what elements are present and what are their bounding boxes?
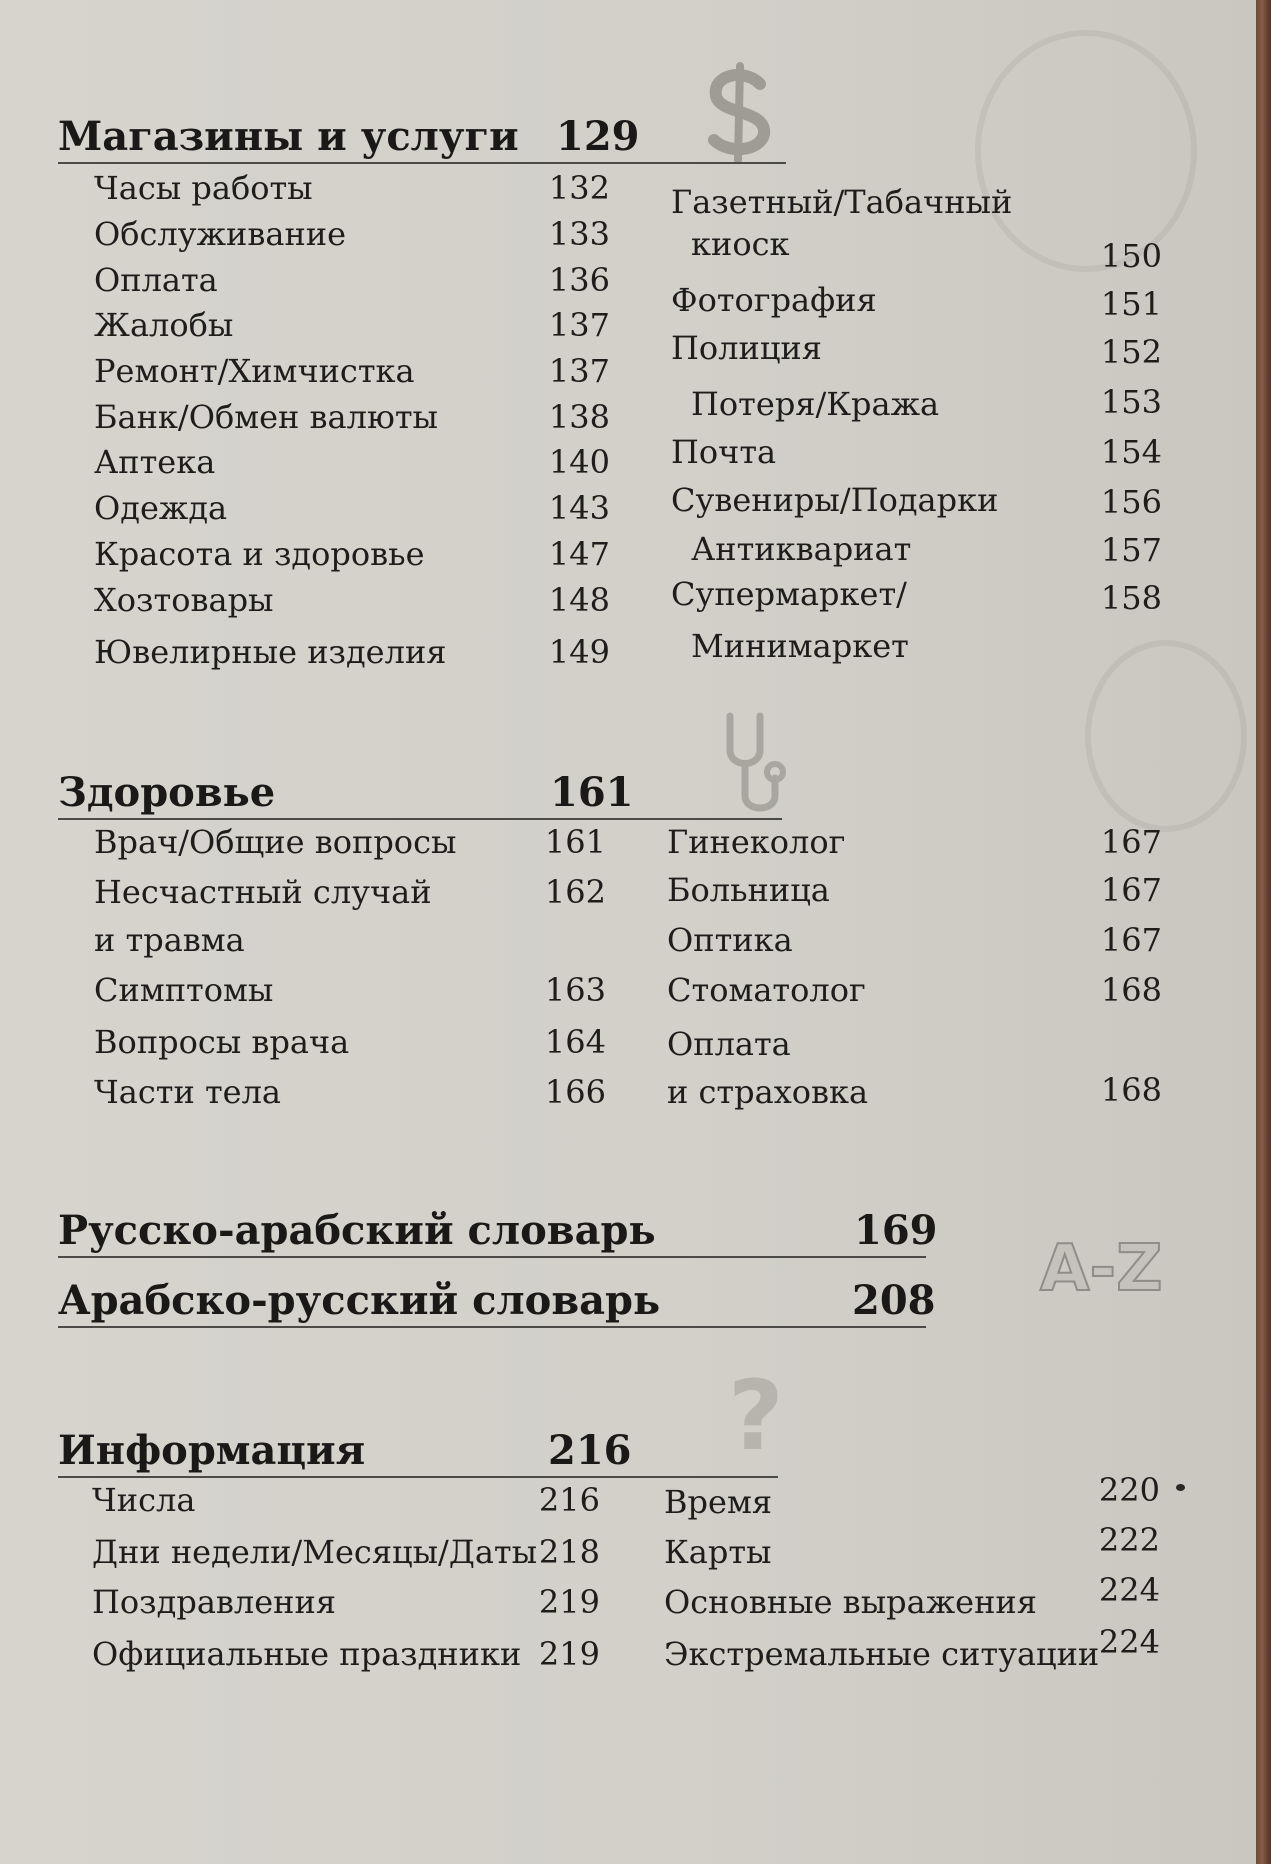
toc-entry-page-number: 222 <box>1098 1521 1160 1559</box>
toc-entry-page-number: 216 <box>538 1481 600 1519</box>
ink-speck <box>1176 1484 1185 1491</box>
toc-entry-label: Сувениры/Подарки <box>671 481 999 519</box>
toc-entry-page-number: 220 <box>1098 1471 1160 1509</box>
toc-entry-page-number: 138 <box>548 398 610 436</box>
toc-entry-page-number: 132 <box>548 169 610 207</box>
toc-entry-label: Оплата <box>667 1025 791 1063</box>
toc-entry-page-number: 224 <box>1098 1623 1160 1661</box>
toc-entry-label: Потеря/Кража <box>691 385 940 423</box>
section-title: Русско-арабский словарь <box>58 1207 656 1254</box>
toc-entry-page-number: 149 <box>548 633 610 671</box>
toc-entry-page-number: 154 <box>1100 433 1162 471</box>
toc-entry-label: Ремонт/Химчистка <box>94 352 415 390</box>
toc-entry-page-number: 140 <box>548 443 610 481</box>
section-title: Здоровье <box>58 769 276 816</box>
toc-entry-label-continued: и страховка <box>667 1073 869 1111</box>
toc-entry-page-number: 152 <box>1100 333 1162 371</box>
toc-entry-label: Симптомы <box>94 971 274 1009</box>
toc-entry-label: Антиквариат <box>691 530 912 568</box>
a-z-icon: A-Z <box>1040 1232 1163 1306</box>
toc-entry-page-number: 166 <box>544 1073 606 1111</box>
toc-entry-page-number: 219 <box>538 1635 600 1673</box>
toc-entry-label: Поздравления <box>92 1583 337 1621</box>
toc-entry-label: Красота и здоровье <box>94 535 425 573</box>
toc-entry-label: Основные выражения <box>664 1583 1037 1621</box>
toc-entry-label: Вопросы врача <box>94 1023 350 1061</box>
toc-entry-page-number: 161 <box>544 823 606 861</box>
section-page-number: 208 <box>852 1277 936 1324</box>
toc-entry-label: Банк/Обмен валюты <box>94 398 438 436</box>
toc-entry-label: Почта <box>671 433 777 471</box>
toc-entry-label: Стоматолог <box>667 971 866 1009</box>
toc-entry-label: Аптека <box>94 443 216 481</box>
section-header-health <box>58 768 782 820</box>
toc-entry-page-number: 137 <box>548 352 610 390</box>
toc-entry-label: Части тела <box>94 1073 281 1111</box>
toc-entry-label: Числа <box>92 1481 196 1519</box>
book-edge <box>1256 0 1271 1864</box>
question-mark-icon: ? <box>728 1360 784 1472</box>
toc-entry-label: Жалобы <box>94 306 234 344</box>
toc-entry-label: Газетный/Табачный <box>671 183 1013 221</box>
toc-entry-label: Гинеколог <box>667 823 846 861</box>
bleed-through-shape <box>1085 640 1247 832</box>
section-page-number: 216 <box>548 1427 632 1474</box>
section-header-info <box>58 1426 778 1478</box>
toc-entry-page-number: 150 <box>1100 237 1162 275</box>
toc-entry-page-number: 151 <box>1100 285 1162 323</box>
toc-entry-page-number: 167 <box>1100 921 1162 959</box>
toc-entry-label: Часы работы <box>94 169 313 207</box>
toc-entry-label: Карты <box>664 1533 772 1571</box>
toc-entry-page-number: 164 <box>544 1023 606 1061</box>
toc-entry-page-number: 167 <box>1100 871 1162 909</box>
toc-entry-label: Время <box>664 1483 773 1521</box>
toc-entry-page-number: 143 <box>548 489 610 527</box>
toc-entry-page-number: 219 <box>538 1583 600 1621</box>
toc-entry-label: Ювелирные изделия <box>94 633 447 671</box>
toc-entry-page-number: 163 <box>544 971 606 1009</box>
toc-entry-page-number: 153 <box>1100 383 1162 421</box>
toc-entry-label: Супермаркет/ <box>671 575 907 613</box>
toc-entry-page-number: 157 <box>1100 531 1162 569</box>
section-header-dict-ar-ru <box>58 1276 936 1328</box>
toc-entry-label: Оптика <box>667 921 793 959</box>
section-title: Арабско-русский словарь <box>58 1277 661 1324</box>
toc-entry-page-number: 168 <box>1100 971 1162 1009</box>
section-page-number: 161 <box>550 769 634 816</box>
toc-entry-label: Экстремальные ситуации <box>664 1635 1100 1673</box>
toc-entry-label: Несчастный случай <box>94 873 432 911</box>
toc-entry-page-number: 162 <box>544 873 606 911</box>
section-header-shops <box>58 112 786 164</box>
toc-entry-label-continued: и травма <box>94 921 245 959</box>
toc-entry-label: Хозтовары <box>94 581 274 619</box>
section-header-dict-ru-ar <box>58 1206 938 1258</box>
toc-entry-label: Фотография <box>671 281 877 319</box>
toc-entry-label-continued: Минимаркет <box>691 627 909 665</box>
toc-entry-label: Официальные праздники <box>92 1635 522 1673</box>
toc-entry-label: Полиция <box>671 329 822 367</box>
toc-entry-label: Дни недели/Месяцы/Даты <box>92 1533 538 1571</box>
toc-entry-label: Врач/Общие вопросы <box>94 823 457 861</box>
toc-entry-page-number: 137 <box>548 306 610 344</box>
toc-entry-page-number: 158 <box>1100 579 1162 617</box>
section-page-number: 169 <box>854 1207 938 1254</box>
toc-entry-page-number: 224 <box>1098 1571 1160 1609</box>
toc-entry-label: Обслуживание <box>94 215 347 253</box>
toc-entry-label: Больница <box>667 871 830 909</box>
section-page-number: 129 <box>556 113 640 160</box>
toc-entry-page-number: 168 <box>1100 1071 1162 1109</box>
toc-entry-label: Оплата <box>94 261 218 299</box>
toc-entry-label-continued: киоск <box>691 225 790 263</box>
toc-entry-page-number: 167 <box>1100 823 1162 861</box>
toc-entry-label: Одежда <box>94 489 228 527</box>
toc-entry-page-number: 136 <box>548 261 610 299</box>
toc-entry-page-number: 218 <box>538 1533 600 1571</box>
toc-entry-page-number: 148 <box>548 581 610 619</box>
section-title: Магазины и услуги <box>58 113 519 160</box>
toc-entry-page-number: 156 <box>1100 483 1162 521</box>
toc-entry-page-number: 133 <box>548 215 610 253</box>
toc-entry-page-number: 147 <box>548 535 610 573</box>
section-title: Информация <box>58 1427 366 1474</box>
